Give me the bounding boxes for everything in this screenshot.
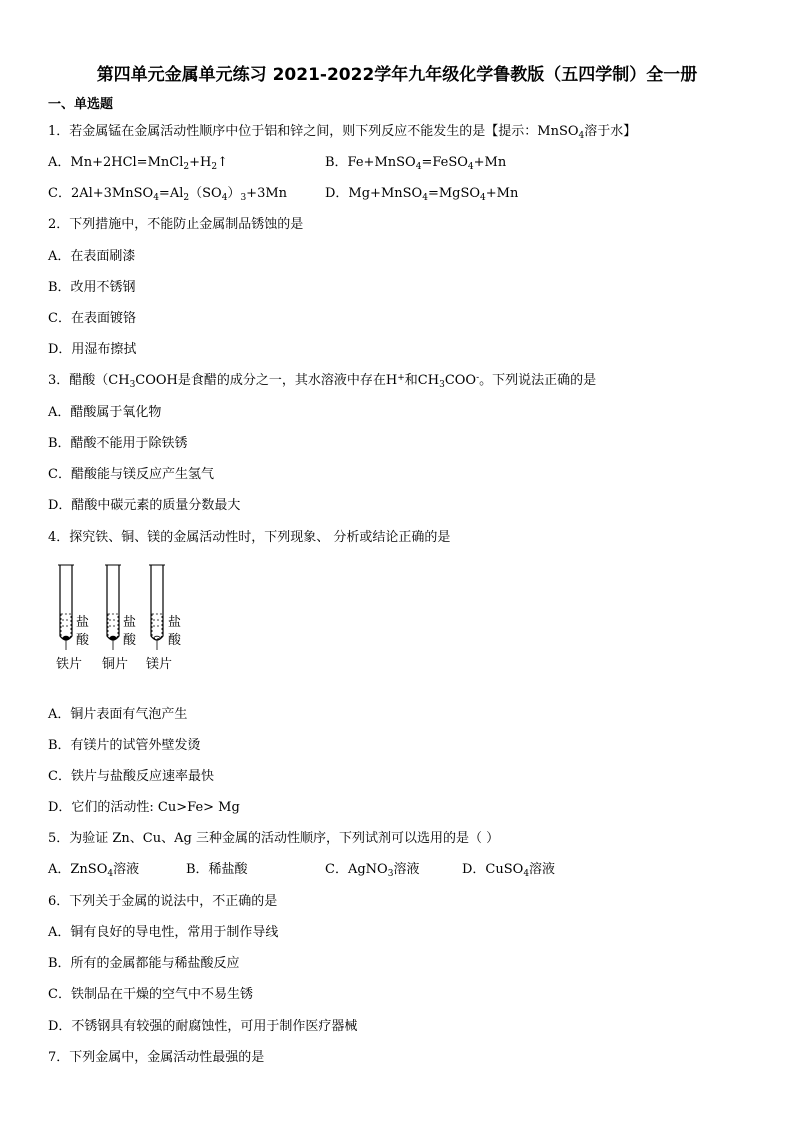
question-1-option-c: C．$2Al+3MnSO_4=Al_2(SO_4)_3+3Mn$ <box>48 186 288 203</box>
question-2-option-b: B．改用不锈钢 <box>48 280 136 295</box>
tube-3-label: 镁片 <box>146 657 173 672</box>
question-5-option-a: A．ZnSO$_4$溶液 <box>48 862 140 879</box>
question-2-stem: 2．下列措施中，不能防止金属制品锈蚀的是 <box>48 217 304 232</box>
question-4-option-d: D．它们的活动性: Cu>Fe> Mg <box>48 800 240 815</box>
test-tube-2 <box>105 565 121 650</box>
document-title: 第四单元金属单元练习 2021-2022学年九年级化学鲁教版（五四学制）全一册 <box>96 65 698 85</box>
acid-label-2a: 盐 <box>123 615 137 630</box>
question-5-option-c: C．AgNO$_3$溶液 <box>325 862 420 879</box>
test-tube-1 <box>58 565 74 650</box>
acid-label-2b: 酸 <box>123 633 137 648</box>
question-3-option-b: B．醋酸不能用于除铁锈 <box>48 436 188 451</box>
acid-label-1b: 酸 <box>76 633 90 648</box>
question-5-option-d: D．CuSO$_4$溶液 <box>462 862 556 879</box>
question-6-option-c: C．铁制品在干燥的空气中不易生锈 <box>48 987 253 1002</box>
question-1-option-d: D．Mg+MnSO$_4$=MgSO$_4$+Mn <box>325 186 519 203</box>
question-1-stem: 1．若金属锰在金属活动性顺序中位于铝和锌之间，则下列反应不能发生的是【提示：MnSO$_4$溶于水】 <box>48 124 637 141</box>
test-tube-3 <box>149 565 165 650</box>
question-4-option-b: B．有镁片的试管外壁发烫 <box>48 738 201 753</box>
question-3-option-a: A．醋酸属于氧化物 <box>48 405 162 420</box>
question-3-option-d: D．醋酸中碳元素的质量分数最大 <box>48 498 241 513</box>
tube-2-label: 铜片 <box>102 657 129 672</box>
question-6-option-b: B．所有的金属都能与稀盐酸反应 <box>48 956 240 971</box>
question-3-option-c: C．醋酸能与镁反应产生氢气 <box>48 467 214 482</box>
question-6-option-d: D．不锈钢具有较强的耐腐蚀性，可用于制作医疗器械 <box>48 1019 358 1034</box>
question-1-option-b: B．Fe+MnSO$_4$=FeSO$_4$+Mn <box>325 155 507 172</box>
question-4-option-c: C．铁片与盐酸反应速率最快 <box>48 769 214 784</box>
question-3-stem: 3．醋酸（$CH_3COOH$是食醋的成分之一，其水溶液中存在H+和$CH_3COO^-$。下列说法正确的是 <box>48 373 597 390</box>
question-2-option-c: C．在表面镀铬 <box>48 311 136 326</box>
section-heading: 一、单选题 <box>48 97 114 112</box>
question-1-option-a: A．$Mn+2HCl=MnCl_2+H_2↑$ <box>48 155 228 172</box>
tube-1-label: 铁片 <box>56 657 83 672</box>
question-6-option-a: A．铜有良好的导电性，常用于制作导线 <box>48 925 279 940</box>
question-7-stem: 7．下列金属中，金属活动性最强的是 <box>48 1050 265 1065</box>
question-6-stem: 6．下列关于金属的说法中，不正确的是 <box>48 894 278 909</box>
acid-label-1a: 盐 <box>76 615 90 630</box>
acid-label-3a: 盐 <box>168 615 182 630</box>
acid-label-3b: 酸 <box>168 633 182 648</box>
test-tubes-figure <box>48 560 198 675</box>
question-2-option-d: D．用湿布擦拭 <box>48 342 137 357</box>
question-5-stem: 5．为验证 Zn、Cu、Ag 三种金属的活动性顺序，下列试剂可以选用的是（ ） <box>48 831 500 846</box>
question-2-option-a: A．在表面刷漆 <box>48 249 136 264</box>
question-5-option-b: B．稀盐酸 <box>186 862 248 877</box>
question-4-stem: 4．探究铁、铜、镁的金属活动性时，下列现象、 分析或结论正确的是 <box>48 530 451 545</box>
question-4-option-a: A．铜片表面有气泡产生 <box>48 707 188 722</box>
